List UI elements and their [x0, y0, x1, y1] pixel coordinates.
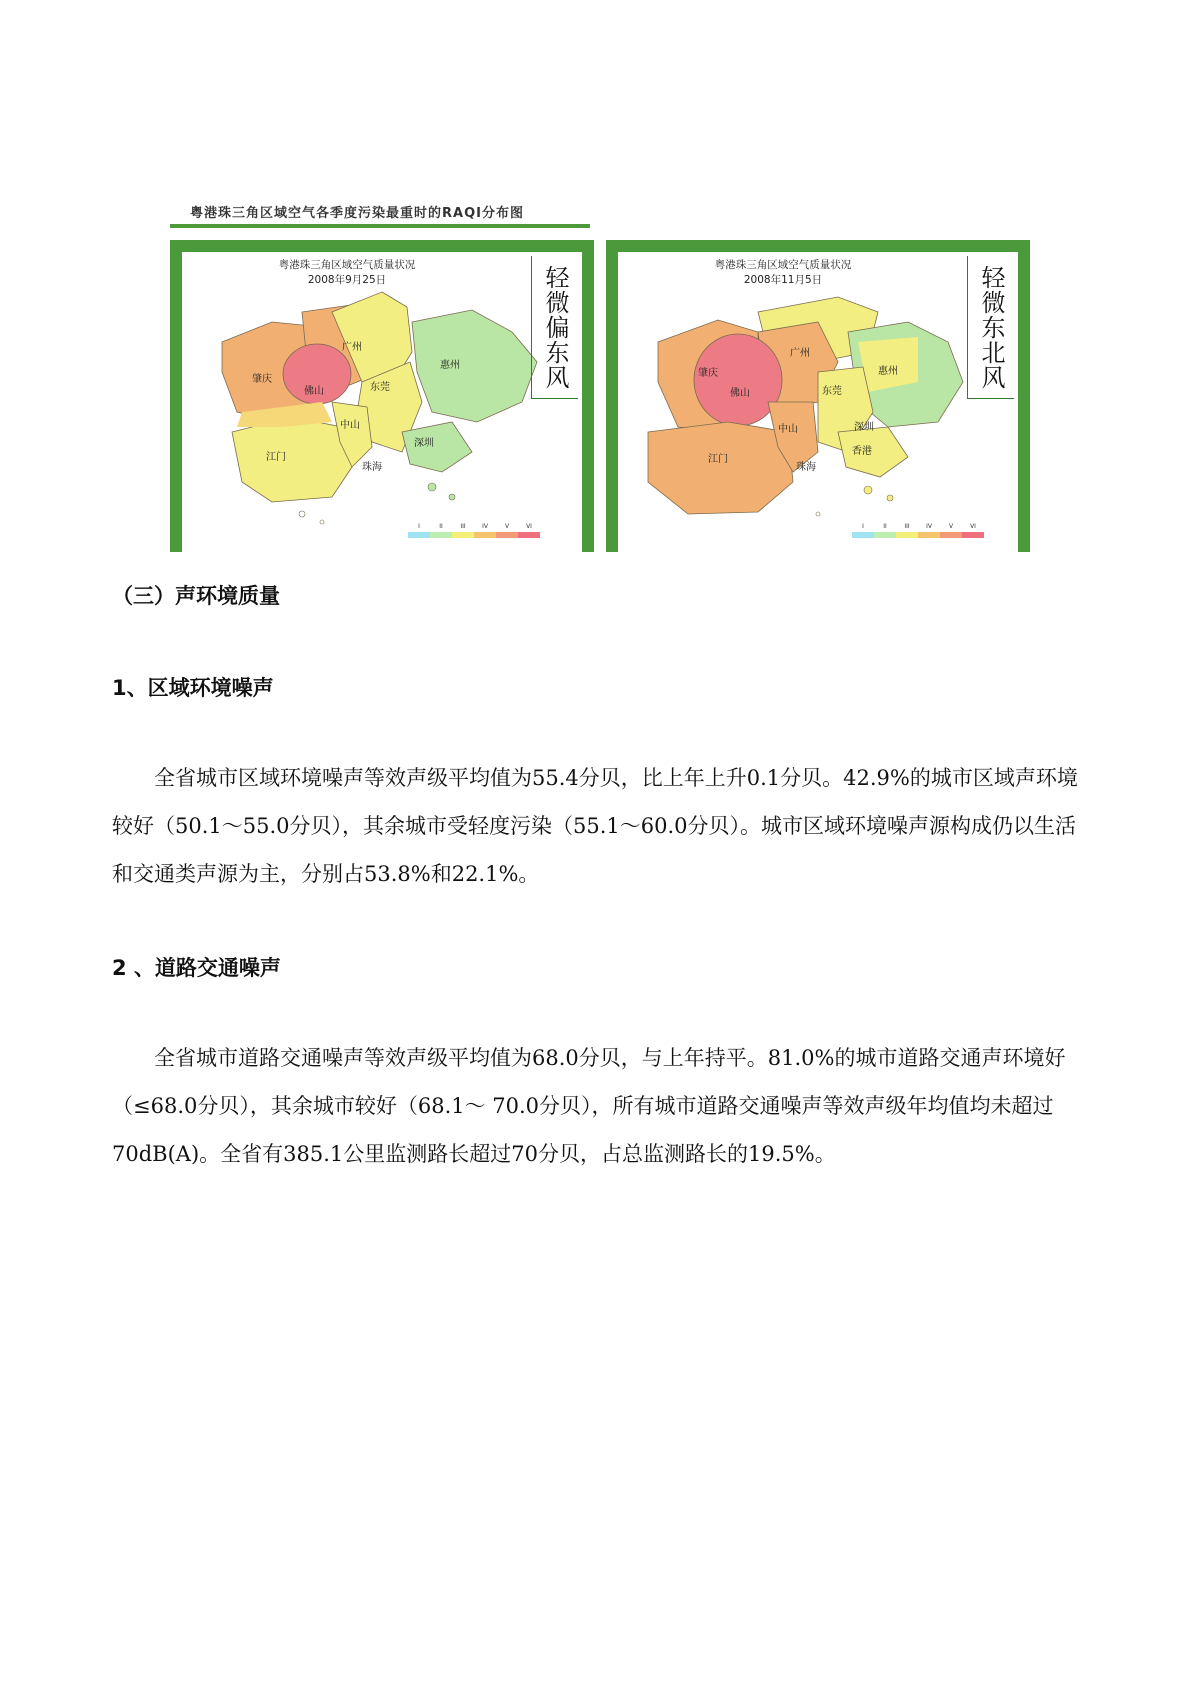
legend-swatch — [430, 532, 452, 538]
paragraph-road-noise: 全省城市道路交通噪声等效声级平均值为68.0分贝，与上年持平。81.0%的城市道路交通声环境好（≤68.0分贝），其余城市较好（68.1～ 70.0分贝），所有城市道路交通噪声等效声级年均值均未超过70dB(A)。全省有385.1公里监测路长超过70分贝，占总监测路长的19.5%。 — [112, 1046, 1066, 1166]
wind-direction-text: 轻微东北风 — [977, 264, 1005, 390]
legend-swatch — [896, 532, 918, 538]
legend-tick: IV — [482, 523, 488, 530]
island — [299, 511, 305, 517]
legend-tick: VI — [970, 523, 976, 530]
city-label: 江门 — [266, 452, 286, 463]
city-label: 佛山 — [730, 388, 750, 399]
wind-box — [531, 256, 578, 399]
legend-swatch — [452, 532, 474, 538]
legend-tick: III — [904, 523, 910, 530]
city-label: 惠州 — [878, 366, 898, 377]
island — [428, 483, 436, 491]
city-label: 广州 — [790, 348, 810, 359]
city-label: 珠海 — [362, 462, 382, 473]
map-heading — [182, 258, 512, 288]
city-label: 江门 — [708, 454, 728, 465]
legend-swatch — [918, 532, 940, 538]
paragraph-regional-noise: 全省城市区域环境噪声等效声级平均值为55.4分贝，比上年上升0.1分贝。42.9%的城市区域声环境较好（50.1～55.0分贝），其余城市受轻度污染（55.1～60.0分贝）。城市区域环境噪声源构成仍以生活和交通类声源为主，分别占53.8%和22.1%。 — [112, 766, 1078, 886]
map-canvas — [182, 252, 582, 552]
city-label: 广州 — [342, 342, 362, 353]
legend-tick: I — [862, 523, 864, 530]
color-legend — [408, 532, 540, 538]
region-shenzhen — [838, 427, 908, 477]
figure-title: 粤港珠三角区域空气各季度污染最重时的RAQI分布图 — [190, 206, 524, 221]
city-label: 东莞 — [822, 386, 842, 397]
legend-tick: VI — [526, 523, 532, 530]
city-label: 佛山 — [304, 386, 324, 397]
legend-tick: II — [439, 523, 443, 530]
map-sep25-svg — [182, 252, 582, 552]
city-label: 肇庆 — [252, 374, 272, 385]
legend-tick: III — [460, 523, 466, 530]
city-label: 中山 — [778, 424, 798, 435]
island — [887, 495, 893, 501]
wind-box — [967, 256, 1014, 399]
city-label: 珠海 — [796, 462, 816, 473]
map-heading-title: 粤港珠三角区域空气质量状况 — [278, 259, 416, 271]
legend-ticks — [852, 523, 984, 530]
region-foshan-core — [694, 334, 782, 426]
island — [320, 520, 324, 524]
legend-tick: II — [883, 523, 887, 530]
region-jiangmen — [232, 417, 352, 502]
subsection-heading-regional-noise: 1、区域环境噪声 — [112, 676, 274, 700]
legend-ticks — [408, 523, 540, 530]
city-label: 中山 — [340, 420, 360, 431]
legend-swatch — [408, 532, 430, 538]
map-heading-date: 2008年9月25日 — [307, 274, 387, 286]
legend-swatch — [874, 532, 896, 538]
legend-tick: IV — [926, 523, 932, 530]
figure-title-rule — [170, 224, 590, 228]
region-huizhou — [412, 310, 537, 422]
island — [864, 486, 872, 494]
region-shenzhen — [402, 422, 472, 472]
map-heading-date: 2008年11月5日 — [743, 274, 823, 286]
color-legend — [852, 532, 984, 538]
region-jiangmen — [648, 422, 793, 514]
legend-swatch — [518, 532, 540, 538]
city-label: 东莞 — [370, 382, 390, 393]
city-label: 深圳 — [414, 438, 434, 449]
subsection-heading-road-noise: 2 、道路交通噪声 — [112, 956, 281, 980]
legend-swatch — [852, 532, 874, 538]
map-heading — [618, 258, 948, 288]
legend-tick: I — [418, 523, 420, 530]
section-heading: （三）声环境质量 — [112, 584, 280, 608]
raqi-figure — [170, 196, 1030, 556]
island — [816, 512, 820, 516]
map-panel-nov5 — [606, 240, 1030, 552]
city-label: 香港 — [852, 446, 872, 457]
map-canvas — [618, 252, 1018, 552]
legend-swatch — [496, 532, 518, 538]
map-panel-sep25 — [170, 240, 594, 552]
city-label: 肇庆 — [698, 368, 718, 379]
wind-direction-text: 轻微偏东风 — [541, 264, 569, 390]
legend-swatch — [474, 532, 496, 538]
legend-swatch — [962, 532, 984, 538]
legend-tick: V — [948, 523, 954, 530]
city-label: 惠州 — [440, 360, 460, 371]
map-nov5-svg — [618, 252, 1018, 552]
map-heading-title: 粤港珠三角区域空气质量状况 — [714, 259, 852, 271]
legend-swatch — [940, 532, 962, 538]
city-label: 深圳 — [854, 422, 874, 433]
legend-tick: V — [504, 523, 510, 530]
island — [449, 494, 455, 500]
